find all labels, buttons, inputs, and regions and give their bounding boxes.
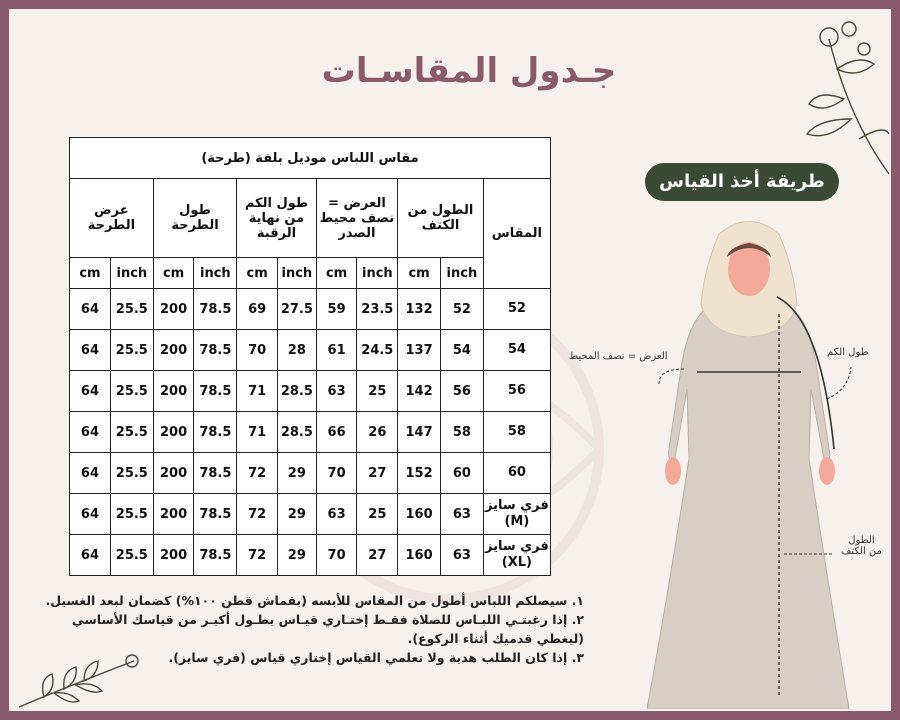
value-cell: 64 <box>70 289 111 330</box>
value-cell: 27 <box>357 453 398 494</box>
value-cell: 64 <box>70 494 111 535</box>
value-cell: 70 <box>316 535 357 576</box>
value-cell: 200 <box>153 289 194 330</box>
value-cell: 200 <box>153 535 194 576</box>
value-cell: 72 <box>237 535 278 576</box>
notes <box>45 591 584 667</box>
value-cell: 59 <box>316 289 357 330</box>
table-row <box>70 535 551 576</box>
table-row <box>70 453 551 494</box>
table-caption: مقاس اللباس موديل بلفة (طرحة) <box>70 138 551 179</box>
how-to-measure-badge: طريقة أخذ القياس <box>645 163 839 201</box>
unit-inch: inch <box>440 258 483 289</box>
value-cell: 147 <box>398 412 441 453</box>
unit-inch: inch <box>357 258 398 289</box>
value-cell: 63 <box>316 494 357 535</box>
table-row <box>70 289 551 330</box>
value-cell: 160 <box>398 535 441 576</box>
value-cell: 61 <box>316 330 357 371</box>
value-cell: 70 <box>316 453 357 494</box>
unit-cm: cm <box>398 258 441 289</box>
width-label: العرض = نصف المحيط <box>569 351 668 362</box>
value-cell: 25.5 <box>110 453 153 494</box>
length-label: الطول من الكتف <box>841 535 882 557</box>
value-cell: 70 <box>237 330 278 371</box>
table-row <box>70 494 551 535</box>
value-cell: 132 <box>398 289 441 330</box>
note-2: ٢. إذا رغبتـي اللبـاس للصلاة فقـط إختـاري قيـاس بطـول أكبـر من قياسك الأساسي <box>71 612 584 627</box>
value-cell: 54 <box>440 330 483 371</box>
value-cell: 25.5 <box>110 535 153 576</box>
unit-cm: cm <box>153 258 194 289</box>
size-cell: 58 <box>483 412 550 453</box>
size-cell: فري سايز (XL) <box>483 535 550 576</box>
value-cell: 78.5 <box>194 535 237 576</box>
page-title: جـدول المقاسـات <box>321 51 617 91</box>
unit-inch: inch <box>278 258 317 289</box>
value-cell: 71 <box>237 371 278 412</box>
value-cell: 72 <box>237 494 278 535</box>
size-cell: 52 <box>483 289 550 330</box>
value-cell: 78.5 <box>194 330 237 371</box>
value-cell: 69 <box>237 289 278 330</box>
value-cell: 200 <box>153 494 194 535</box>
value-cell: 58 <box>440 412 483 453</box>
floral-branch-icon <box>789 9 891 179</box>
value-cell: 152 <box>398 453 441 494</box>
value-cell: 56 <box>440 371 483 412</box>
header-scarf-width: عرض الطرحة <box>70 179 154 258</box>
value-cell: 26 <box>357 412 398 453</box>
value-cell: 25 <box>357 371 398 412</box>
value-cell: 78.5 <box>194 494 237 535</box>
value-cell: 142 <box>398 371 441 412</box>
value-cell: 24.5 <box>357 330 398 371</box>
value-cell: 64 <box>70 453 111 494</box>
value-cell: 25 <box>357 494 398 535</box>
value-cell: 25.5 <box>110 494 153 535</box>
unit-cm: cm <box>316 258 357 289</box>
size-cell: فري سايز (M) <box>483 494 550 535</box>
value-cell: 23.5 <box>357 289 398 330</box>
value-cell: 64 <box>70 330 111 371</box>
size-column-header: المقاس <box>483 179 550 289</box>
note-1: ١. سيصلكم اللباس أطول من المقاس للأبسه (بقماش قطن ١٠٠%) كضمان لبعد الغسيل. <box>45 593 584 608</box>
value-cell: 52 <box>440 289 483 330</box>
value-cell: 200 <box>153 412 194 453</box>
value-cell: 72 <box>237 453 278 494</box>
header-sleeve: طول الكم من نهاية الرقبة <box>237 179 316 258</box>
unit-inch: inch <box>110 258 153 289</box>
value-cell: 64 <box>70 412 111 453</box>
value-cell: 71 <box>237 412 278 453</box>
unit-inch: inch <box>194 258 237 289</box>
table-row <box>70 371 551 412</box>
value-cell: 64 <box>70 371 111 412</box>
size-chart-table <box>69 137 551 576</box>
header-scarf-length: طول الطرحة <box>153 179 237 258</box>
page <box>9 9 891 711</box>
value-cell: 78.5 <box>194 412 237 453</box>
header-length: الطول من الكتف <box>398 179 484 258</box>
value-cell: 78.5 <box>194 289 237 330</box>
value-cell: 200 <box>153 330 194 371</box>
value-cell: 25.5 <box>110 412 153 453</box>
value-cell: 200 <box>153 453 194 494</box>
size-cell: 54 <box>483 330 550 371</box>
unit-row <box>70 258 551 289</box>
sleeve-label: طول الكم <box>827 347 869 358</box>
value-cell: 25.5 <box>110 289 153 330</box>
value-cell: 63 <box>440 535 483 576</box>
value-cell: 66 <box>316 412 357 453</box>
value-cell: 29 <box>278 535 317 576</box>
value-cell: 28.5 <box>278 412 317 453</box>
value-cell: 25.5 <box>110 330 153 371</box>
value-cell: 28 <box>278 330 317 371</box>
table-row <box>70 330 551 371</box>
value-cell: 78.5 <box>194 453 237 494</box>
note-3: ٣. إذا كان الطلب هدية ولا تعلمي القياس إختاري قياس (فري سايز). <box>168 650 584 665</box>
value-cell: 25.5 <box>110 371 153 412</box>
value-cell: 64 <box>70 535 111 576</box>
value-cell: 63 <box>440 494 483 535</box>
table-row <box>70 412 551 453</box>
value-cell: 29 <box>278 494 317 535</box>
unit-cm: cm <box>70 258 111 289</box>
note-2-cont: (ليغطي قدميك أثناء الركوع). <box>407 631 584 646</box>
value-cell: 160 <box>398 494 441 535</box>
value-cell: 78.5 <box>194 371 237 412</box>
value-cell: 200 <box>153 371 194 412</box>
value-cell: 60 <box>440 453 483 494</box>
value-cell: 63 <box>316 371 357 412</box>
value-cell: 27 <box>357 535 398 576</box>
size-cell: 56 <box>483 371 550 412</box>
unit-cm: cm <box>237 258 278 289</box>
dress-measurement-illustration <box>629 209 889 709</box>
header-width: العرض = نصف محيط الصدر <box>316 179 398 258</box>
value-cell: 27.5 <box>278 289 317 330</box>
value-cell: 28.5 <box>278 371 317 412</box>
size-cell: 60 <box>483 453 550 494</box>
value-cell: 29 <box>278 453 317 494</box>
value-cell: 137 <box>398 330 441 371</box>
